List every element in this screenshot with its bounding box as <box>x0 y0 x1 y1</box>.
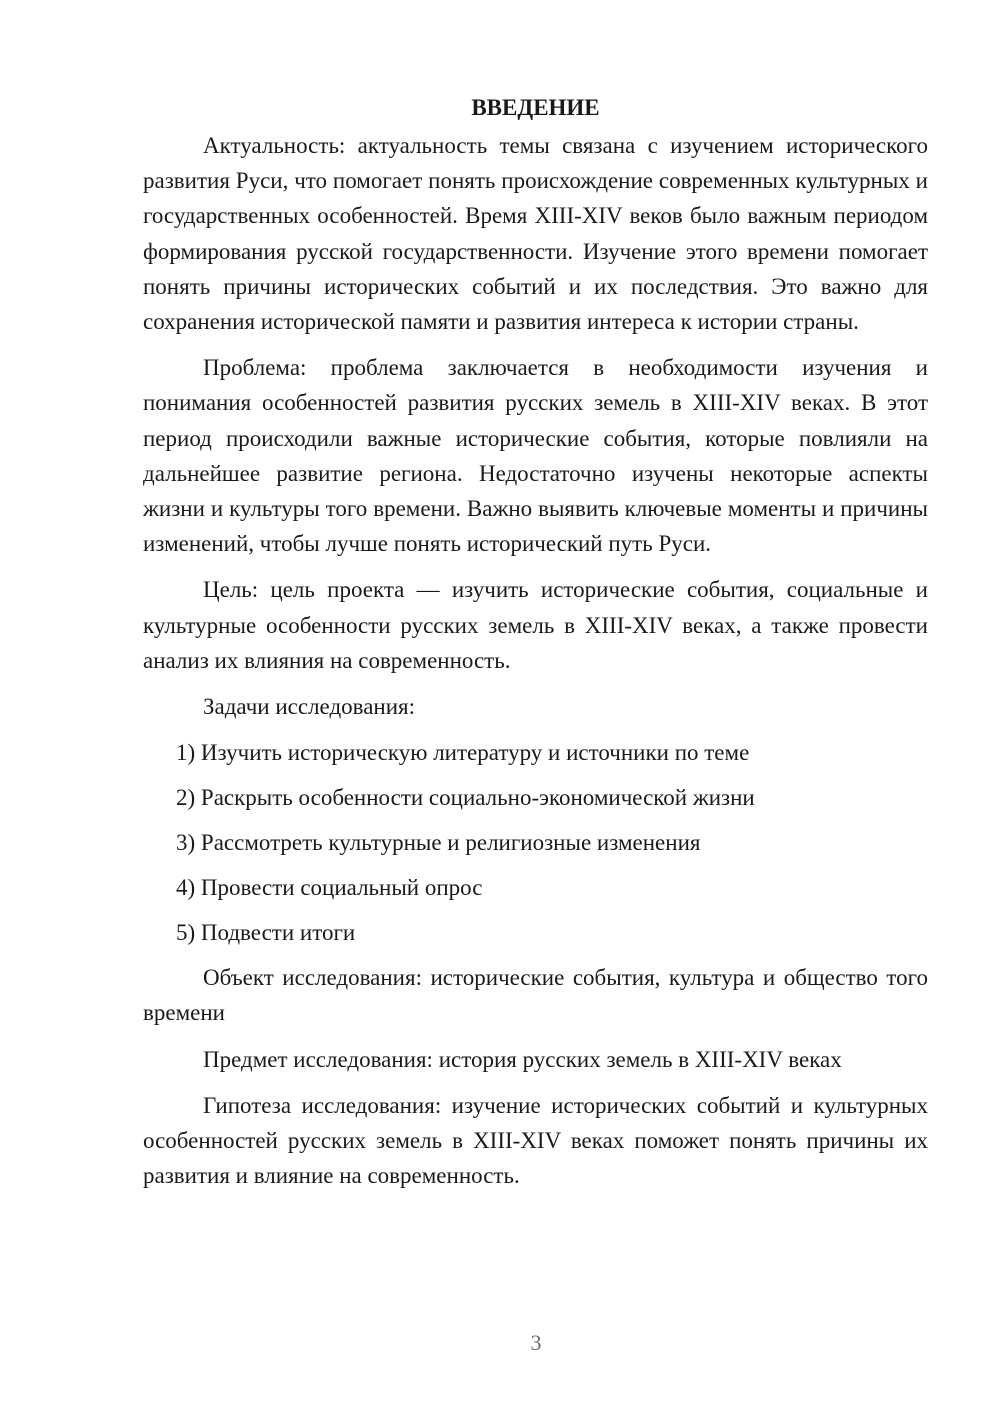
hypothesis-paragraph: Гипотеза исследования: изучение исторических событий и культурных особенностей русских земель в XIII-XIV веках поможет понять причины их развития и влияние на современность. <box>143 1092 928 1189</box>
list-item: 3) Рассмотреть культурные и религиозные изменения <box>176 830 701 856</box>
tasks-list <box>143 735 928 950</box>
page-title: ВВЕДЕНИЕ <box>471 95 600 120</box>
page-number: 3 <box>530 1330 542 1355</box>
document-page <box>143 90 928 1204</box>
list-item: 5) Подвести итоги <box>176 920 356 946</box>
list-item: 2) Раскрыть особенности социально-экономической жизни <box>176 785 755 811</box>
goal-paragraph: Цель: цель проекта — изучить исторические события, социальные и культурные особенности русских земель в XIII-XIV веках, а также провести анализ их влияния на современность. <box>143 577 928 673</box>
relevance-paragraph: Актуальность: актуальность темы связана с изучением исторического развития Руси, что помогает понять происхождение современных культурных и государственных особенностей. Время XIII-XIV веков было важным периодом формирования русской государственности. Изучение этого времени помогает понять причины исторических событий и их последствия. Это важно для сохранения исторической памяти и развития интереса к истории страны. <box>143 133 928 335</box>
subject-paragraph: Предмет исследования: история русских земель в XIII-XIV веках <box>203 1046 842 1072</box>
object-paragraph: Объект исследования: исторические события, культура и общество того времени <box>143 965 928 1026</box>
tasks-title: Задачи исследования: <box>203 694 416 720</box>
problem-paragraph: Проблема: проблема заключается в необходимости изучения и понимания особенностей развития русских земель в XIII-XIV веках. В этот период происходили важные исторические события, которые повлияли на дальнейшее развитие региона. Недостаточно изучены некоторые аспекты жизни и культуры того времени. Важно выявить ключевые моменты и причины изменений, чтобы лучше понять исторический путь Руси. <box>143 355 928 557</box>
list-item: 1) Изучить историческую литературу и источники по теме <box>176 740 750 766</box>
list-item: 4) Провести социальный опрос <box>176 875 483 901</box>
